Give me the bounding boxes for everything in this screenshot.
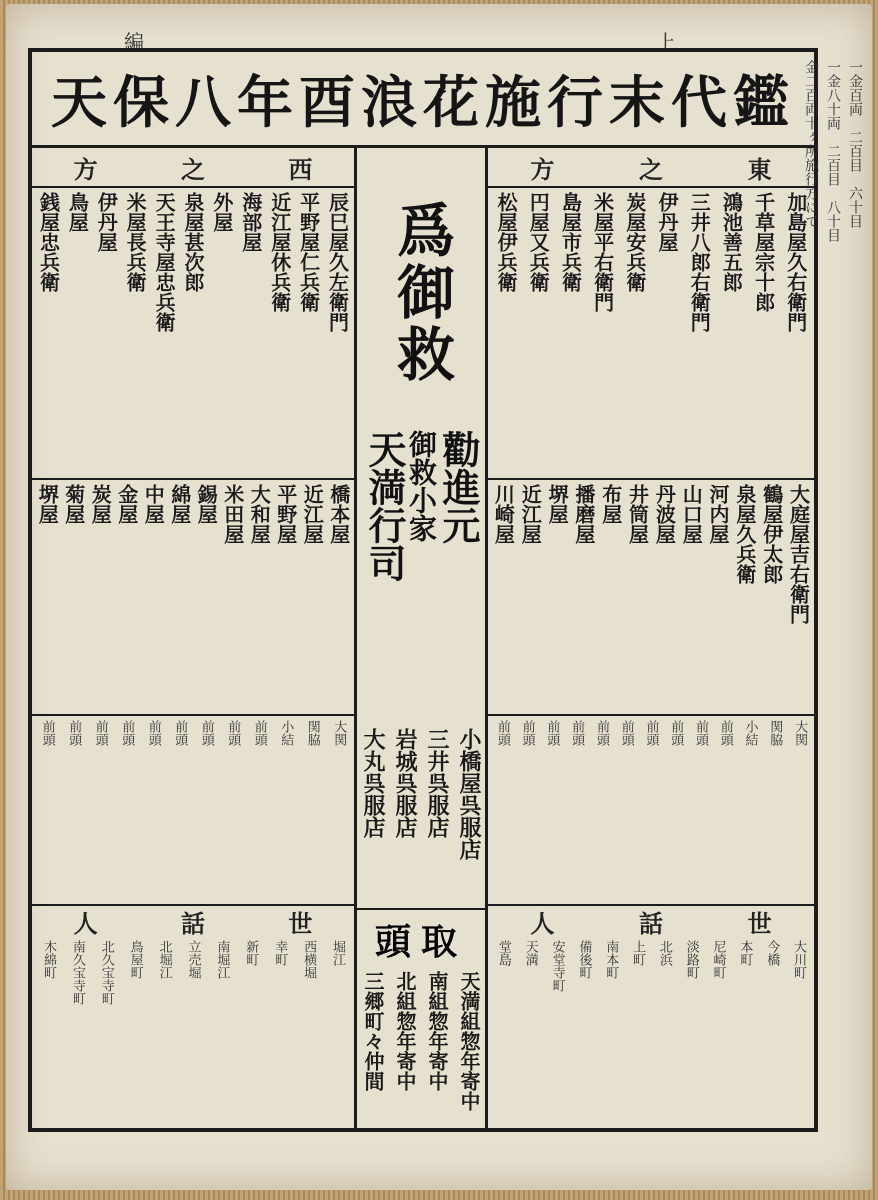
east-rank-label: 前頭: [717, 720, 733, 746]
west-rank-label: 前頭: [92, 720, 108, 746]
west-top-name: 鳥屋: [65, 192, 90, 232]
west-side: [32, 148, 354, 1132]
east-mid-ranks: [488, 480, 814, 716]
west-rank-label: 前頭: [172, 720, 188, 746]
margin-note: 金二百両十ヶ所施行方にて: [803, 60, 819, 228]
east-rank-label: 前頭: [618, 720, 634, 746]
west-district: 木綿町: [40, 940, 56, 979]
west-district-columns: [32, 936, 354, 1126]
west-rank-label: 前頭: [145, 720, 161, 746]
margin-annotations: [804, 60, 862, 860]
east-district: 淡路町: [683, 940, 699, 979]
west-rank-label: 前頭: [66, 720, 82, 746]
west-mid-name: 平野屋: [273, 484, 298, 544]
margin-note: 一金百両 二百目 六十目: [847, 60, 863, 228]
west-district: 幸町: [272, 940, 288, 966]
east-sewanin: [488, 936, 814, 1126]
east-mid-columns: [488, 480, 814, 714]
west-lower-ranks: [32, 716, 354, 906]
east-lower-columns: [488, 716, 814, 904]
east-district: 北浜: [656, 940, 672, 966]
east-top-name: 米屋平右衛門: [590, 192, 615, 312]
east-mid-name: 近江屋: [518, 484, 543, 544]
east-lower-ranks: [488, 716, 814, 906]
tori-block: [357, 908, 485, 1130]
west-rank-label: 前頭: [198, 720, 214, 746]
east-district: 大川町: [791, 940, 807, 979]
east-footer-header: [488, 906, 814, 936]
east-district: 堂島: [495, 940, 511, 966]
east-top-name: 伊丹屋: [655, 192, 680, 252]
east-top-name: 炭屋安兵衛: [622, 192, 647, 292]
east-side: [488, 148, 814, 1132]
west-footer-header: [32, 906, 354, 936]
tori-list: [357, 965, 485, 1131]
east-rank-label: 前頭: [593, 720, 609, 746]
east-rank-label: 前頭: [643, 720, 659, 746]
east-mid-name: 布屋: [598, 484, 623, 524]
west-mid-name: 大和屋: [247, 484, 272, 544]
east-header-char: 之: [638, 154, 663, 184]
sponsor-name: 岩城呉服店: [392, 728, 418, 838]
west-top-name: 近江屋休兵衛: [267, 192, 292, 312]
west-top-name: 辰巳屋久左衛門: [325, 192, 350, 332]
west-top-columns: [32, 188, 354, 478]
east-footer-char: 人: [530, 908, 555, 938]
west-footer-char: 世: [288, 908, 313, 938]
east-top-name: 鴻池善五郎: [719, 192, 744, 292]
east-district: 尼崎町: [710, 940, 726, 979]
corner-mark-right: 上: [656, 30, 676, 54]
west-header-char: 西: [288, 154, 313, 184]
east-rank-label: 前頭: [544, 720, 560, 746]
center-main-text: 爲御救: [387, 200, 455, 386]
west-mid-ranks: [32, 480, 354, 716]
west-rank-label: 前頭: [251, 720, 267, 746]
kanjin-moto: 勸進元: [436, 430, 481, 544]
west-rank-label: 小結: [278, 720, 294, 746]
west-mid-name: 中屋: [141, 484, 166, 524]
kanjin-sub: 御救小家: [405, 430, 438, 542]
west-mid-name: 堺屋: [35, 484, 60, 524]
east-header-char: 方: [530, 154, 555, 184]
east-rank-label: 小結: [742, 720, 758, 746]
west-top-name: 米屋長兵衛: [123, 192, 148, 292]
east-rank-label: 前頭: [569, 720, 585, 746]
tori-entry: 南組惣年寄中: [425, 971, 449, 1091]
west-top-name: 外屋: [209, 192, 234, 232]
east-top-name: 松屋伊兵衛: [494, 192, 519, 292]
west-mid-name: 綿屋: [167, 484, 192, 524]
west-district: 南久宝寺町: [69, 940, 85, 1005]
west-header: [32, 148, 354, 188]
east-rank-label: 前頭: [519, 720, 535, 746]
east-rank-label: 前頭: [693, 720, 708, 746]
east-footer-char: 話: [638, 908, 663, 938]
west-lower-columns: [32, 716, 354, 904]
west-mid-columns: [32, 480, 354, 714]
west-district: 立売堀: [185, 940, 201, 979]
west-top-name: 泉屋甚次郎: [180, 192, 205, 292]
east-mid-name: 大庭屋吉右衛門: [786, 484, 811, 624]
west-district: 鳥屋町: [127, 940, 143, 979]
east-top-columns: [488, 188, 814, 478]
east-district: 安堂寺町: [549, 940, 565, 992]
east-district: 今橋: [764, 940, 780, 966]
sponsor-name: 大丸呉服店: [360, 728, 386, 838]
east-rank-label: 関脇: [767, 720, 783, 746]
west-top-name: 銭屋忠兵衛: [36, 192, 61, 292]
west-mid-name: 米田屋: [220, 484, 245, 544]
east-mid-name: 丹波屋: [652, 484, 677, 544]
west-mid-name: 錫屋: [194, 484, 219, 524]
tori-entry: 北組惣年寄中: [393, 971, 417, 1091]
title-row: [32, 52, 814, 148]
east-top-name: 千草屋宗十郎: [751, 192, 776, 312]
west-rank-label: 前頭: [39, 720, 55, 746]
east-mid-name: 河内屋: [706, 484, 731, 544]
corner-mark-left: 編: [124, 30, 144, 54]
east-mid-name: 泉屋久兵衛: [732, 484, 757, 584]
east-top-name: 三井八郎右衛門: [687, 192, 712, 332]
sheet-title: 天保八年酉浪花施行末代鑑: [51, 69, 795, 136]
east-mid-name: 川崎屋: [491, 484, 516, 544]
east-mid-name: 井筒屋: [625, 484, 650, 544]
west-top-name: 伊丹屋: [94, 192, 119, 252]
west-district: 西横堀: [301, 940, 317, 979]
west-rank-label: 大関: [331, 720, 347, 746]
sponsor-name: 小橋屋呉服店: [456, 728, 482, 860]
tori-entry: 三郷町々仲間: [361, 971, 385, 1091]
east-district: 南本町: [603, 940, 619, 979]
west-district: 堀江: [330, 940, 346, 966]
west-rank-label: 前頭: [225, 720, 241, 746]
margin-note: 一金八十両 二百目 八十目: [825, 60, 841, 242]
east-district: 備後町: [576, 940, 592, 979]
tori-entry: 天満組惣年寄中: [457, 971, 481, 1111]
east-top-name: 島屋市兵衛: [558, 192, 583, 292]
east-rank-label: 前頭: [494, 720, 510, 746]
west-mid-name: 炭屋: [88, 484, 113, 524]
west-mid-name: 近江屋: [300, 484, 325, 544]
west-header-char: 方: [73, 154, 98, 184]
east-mid-name: 播磨屋: [571, 484, 596, 544]
west-district: 北久宝寺町: [98, 940, 114, 1005]
center-column: [354, 148, 488, 1132]
west-mid-name: 橋本屋: [326, 484, 351, 544]
sponsor-list: [357, 728, 485, 908]
east-district: 天満: [522, 940, 538, 966]
banzuke-frame: [28, 48, 818, 1132]
east-mid-name: 鶴屋伊太郎: [759, 484, 784, 584]
east-header-char: 東: [747, 154, 772, 184]
east-district: 上町: [630, 940, 646, 966]
east-top-name: 円屋又兵衛: [526, 192, 551, 292]
east-district-columns: [488, 936, 814, 1126]
east-top-ranks: [488, 188, 814, 480]
banzuke-sheet: [6, 4, 872, 1190]
east-header: [488, 148, 814, 188]
east-footer-char: 世: [747, 908, 772, 938]
west-rank-label: 関脇: [304, 720, 320, 746]
west-top-name: 海部屋: [238, 192, 263, 252]
west-district: 北堀江: [156, 940, 172, 979]
sponsor-name: 三井呉服店: [424, 728, 450, 838]
west-header-char: 之: [180, 154, 205, 184]
east-district: 本町: [737, 940, 753, 966]
west-mid-name: 金屋: [114, 484, 139, 524]
west-top-name: 天王寺屋忠兵衛: [152, 192, 177, 332]
east-rank-label: 前頭: [668, 720, 684, 746]
center-title: [357, 200, 485, 386]
west-district: 新町: [243, 940, 259, 966]
west-rank-label: 前頭: [119, 720, 135, 746]
west-mid-name: 菊屋: [61, 484, 86, 524]
east-rank-label: 大関: [792, 720, 808, 746]
west-top-ranks: [32, 188, 354, 480]
west-footer-char: 話: [180, 908, 205, 938]
west-top-name: 平野屋仁兵衛: [296, 192, 321, 312]
tori-heading: 頭取: [374, 921, 467, 963]
west-footer-char: 人: [73, 908, 98, 938]
east-mid-name: 堺屋: [545, 484, 570, 524]
east-mid-name: 山口屋: [679, 484, 704, 544]
west-sewanin: [32, 936, 354, 1126]
east-top-name: 加島屋久右衛門: [783, 192, 808, 332]
west-district: 南堀江: [214, 940, 230, 979]
gyoji: 天満行司: [362, 430, 407, 582]
